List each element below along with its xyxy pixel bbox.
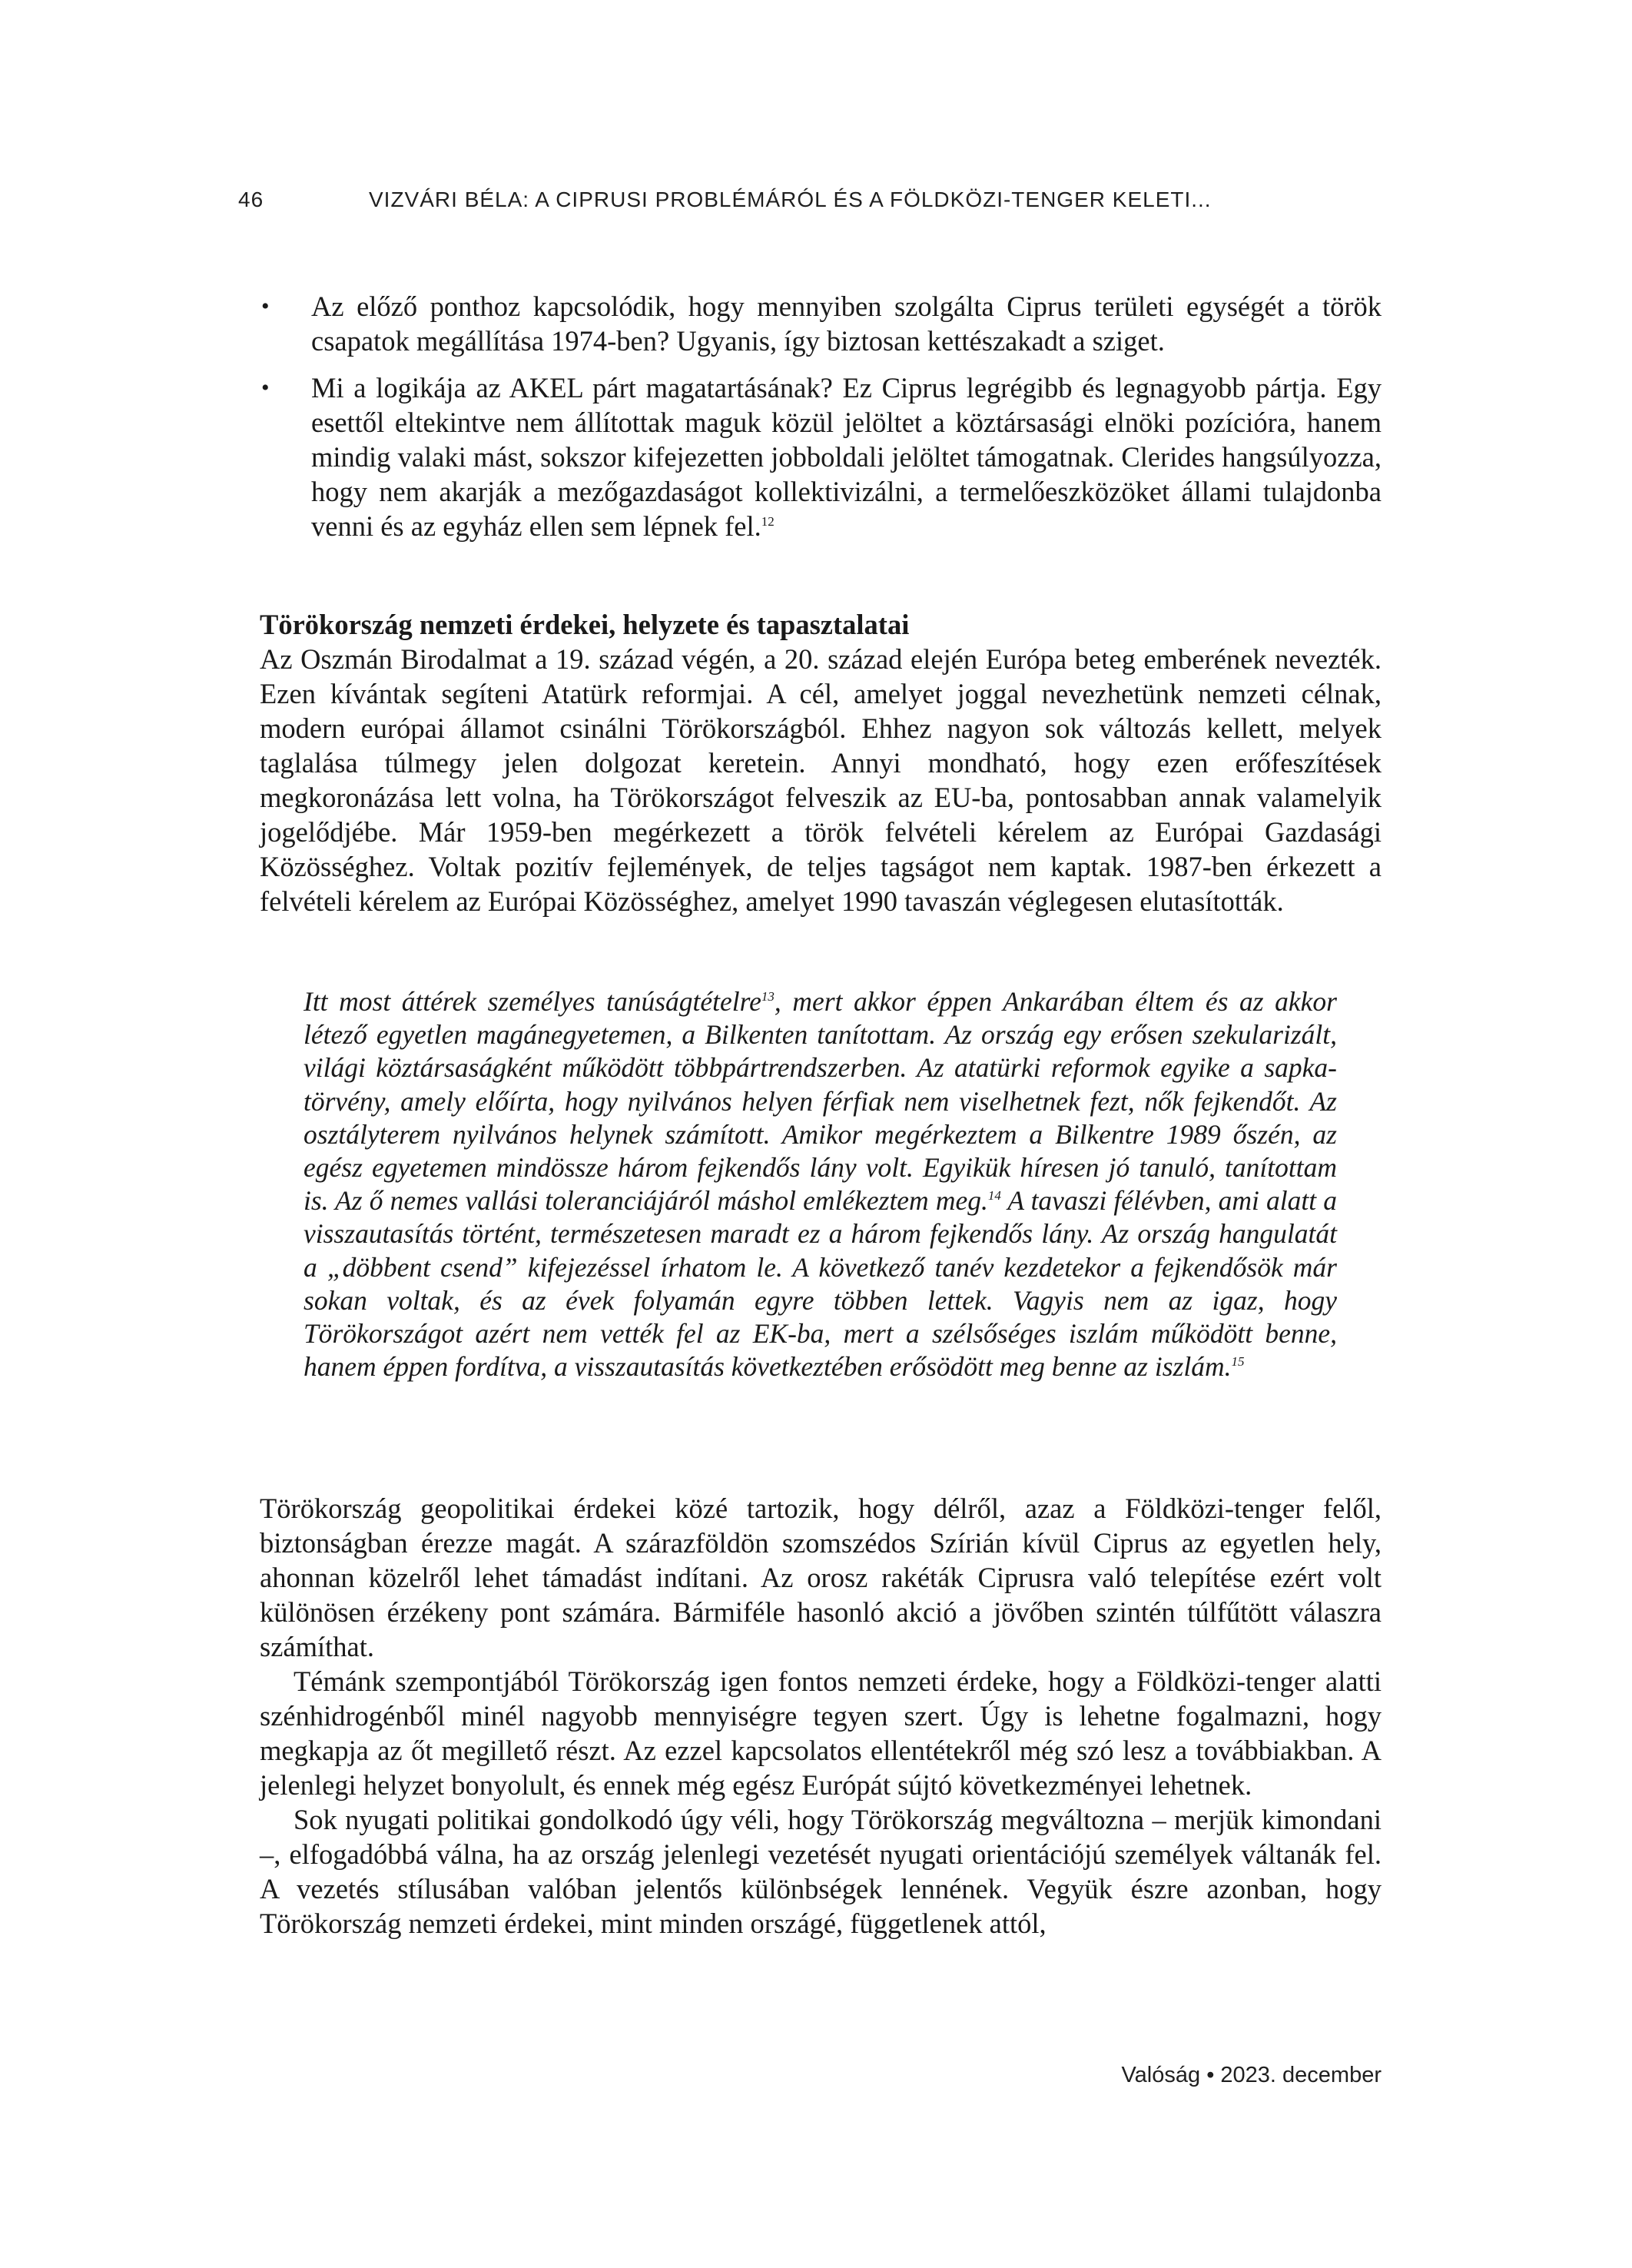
- issue-date: 2023. december: [1220, 2063, 1382, 2087]
- separator-dot: •: [1206, 2063, 1215, 2087]
- section-heading: Törökország nemzeti érdekei, helyzete és tapasztalatai: [260, 609, 910, 640]
- journal-name: Valóság: [1121, 2063, 1201, 2087]
- quote-text: Itt most áttérek személyes tanúságtételre: [304, 986, 761, 1017]
- bullet-icon: •: [261, 375, 270, 400]
- paragraph: Az Oszmán Birodalmat a 19. század végén, a 20. század elején Európa beteg emberének nevezték. Ezen kívántak segíteni Atatürk reformjai. A cél, amelyet joggal nevezhetünk nemzeti célnak, modern európai államot csinálni Törökországból. Ehhez nagyon sok változás kellett, melyek taglalása túlmegy jelen dolgozat keretein. Annyi mondható, hogy ezen erőfeszítések megkoronázása lett volna, ha Törökországot felveszik az EU-ba, pontosabban annak valamelyik jogelődjébe. Már 1959-ben megérkezett a török felvételi kérelem az Európai Gazdasági Közösséghez. Voltak pozitív fejlemények, de teljes tagságot nem kaptak. 1987-ben érkezett a felvételi kérelem az Európai Közösséghez, amelyet 1990 tavaszán véglegesen elutasították.: [260, 643, 1382, 917]
- bullet-list: [260, 289, 1382, 556]
- block-quote: [304, 985, 1337, 1383]
- paragraph: Törökország geopolitikai érdekei közé tartozik, hogy délről, azaz a Földközi-tenger felől, biztonságban érezze magát. A szárazföldön szomszédos Szírián kívül Ciprus az egyetlen hely, ahonnan közelről lehet támadást indítani. Az orosz rakéták Ciprusra való telepítése ezért volt különösen érzékeny pont számára. Bármiféle hasonló akció a jövőben szintén túlfűtött válaszra számíthat.: [260, 1493, 1382, 1662]
- footnote-ref[interactable]: 15: [1231, 1354, 1245, 1370]
- list-item-text: Az előző ponthoz kapcsolódik, hogy mennyiben szolgálta Ciprus területi egységét a török csapatok megállítása 1974-ben? Ugyanis, így biztosan kettészakadt a sziget.: [311, 291, 1382, 357]
- list-item-text: Mi a logikája az AKEL párt magatartásának? Ez Ciprus legrégibb és legnagyobb pártja. Egy esettől eltekintve nem állítottak maguk közül jelöltet a köztársasági elnöki pozícióra, hanem mindig valaki mást, sokszor kifejezetten jobboldali jelöltet támogatnak. Clerides hangsúlyozza, hogy nem akarják a mezőgazdaságot kollektivizálni, a termelőeszközöket állami tulajdonba venni és az egyház ellen sem lépnek fel.: [311, 372, 1382, 542]
- page-number: 46: [238, 188, 264, 211]
- body-paragraphs: [260, 1491, 1382, 1941]
- page-footer: [1121, 2063, 1382, 2088]
- footnote-ref[interactable]: 14: [987, 1188, 1001, 1204]
- list-item: [260, 370, 1382, 543]
- intro-paragraph-block: [260, 642, 1382, 918]
- quote-text: , mert akkor éppen Ankarában éltem és az akkor létező egyetlen magánegyetemen, a Bilkenten tanítottam. Az ország egy erősen szekularizált, világi köztársaságként működött többpártrendszerben. Az atatürki reformok egyike a sapka-törvény, amely előírta, hogy nyilvános helyen férfiak nem viselhetnek fezt, nők fejkendőt. Az osztályterem nyilvános helynek számított. Amikor megérkeztem a Bilkentre 1989 őszén, az egész egyetemen mindössze három fejkendős lány volt. Egyikük híresen jó tanuló, tanítottam is. Az ő nemes vallási toleranciájáról máshol emlékeztem meg.: [304, 986, 1337, 1217]
- quote-text: A tavaszi félévben, ami alatt a visszautasítás történt, természetesen maradt ez a három fejkendős lány. Az ország hangulatát a „döbbent csend” kifejezéssel írhatom le. A következő tanév kezdetekor a fejkendősök már sokan voltak, és az évek folyamán egyre többen lettek. Vagyis nem az igaz, hogy Törökországot azért nem vették fel az EK-ba, mert a szélsőséges iszlám működött benne, hanem éppen fordítva, a visszautasítás következtében erősödött meg benne az iszlám.: [304, 1185, 1337, 1383]
- paragraph: Témánk szempontjából Törökország igen fontos nemzeti érdeke, hogy a Földközi-tenger alatti szénhidrogénből minél nagyobb mennyiségre tegyen szert. Úgy is lehetne fogalmazni, hogy megkapja az őt megillető részt. Az ezzel kapcsolatos ellentétekről még szó lesz a továbbiakban. A jelenlegi helyzet bonyolult, és ennek még egész Európát sújtó következményei lehetnek.: [260, 1665, 1382, 1801]
- paragraph: Sok nyugati politikai gondolkodó úgy véli, hogy Törökország megváltozna – merjük kimondani –, elfogadóbbá válna, ha az ország jelenlegi vezetését nyugati orientációjú személyek váltanák fel. A vezetés stílusában valóban jelentős különbségek lennének. Vegyük észre azonban, hogy Törökország nemzeti érdekei, mint minden országé, függetlenek attól,: [260, 1804, 1382, 1939]
- running-head: [238, 188, 1382, 215]
- footnote-ref[interactable]: 12: [761, 513, 775, 529]
- footnote-ref[interactable]: 13: [761, 989, 775, 1004]
- list-item: [260, 289, 1382, 358]
- bullet-icon: •: [261, 294, 270, 319]
- running-title: VIZVÁRI BÉLA: A CIPRUSI PROBLÉMÁRÓL ÉS A FÖLDKÖZI-TENGER KELETI...: [369, 188, 1212, 211]
